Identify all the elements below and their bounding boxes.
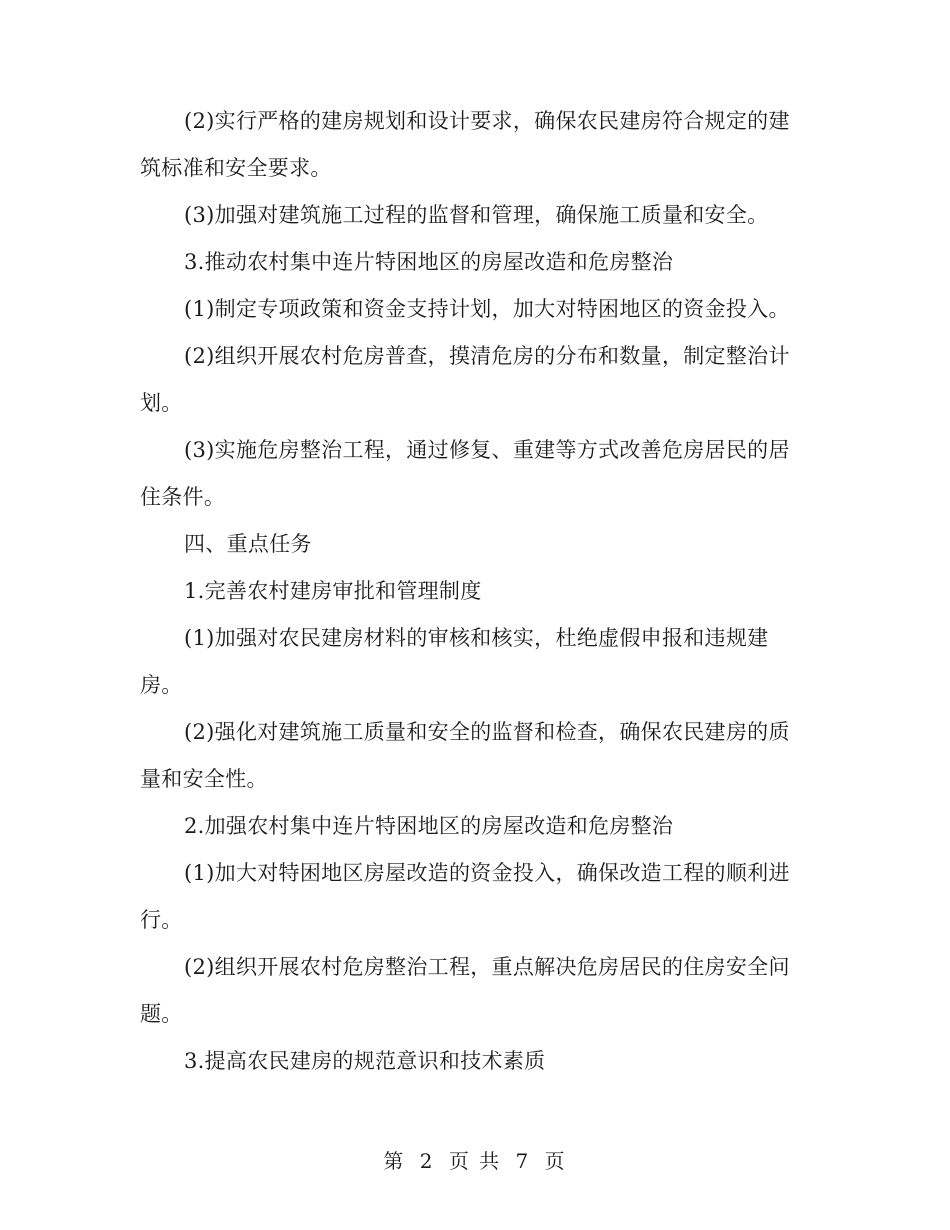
footer-prefix: 第 [383,1149,406,1173]
page-footer [0,1145,950,1174]
paragraph: (3)实施危房整治工程，通过修复、重建等方式改善危房居民的居住条件。 [140,438,790,509]
paragraph: (2)组织开展农村危房整治工程，重点解决危房居民的住房安全问题。 [140,955,790,1026]
section-heading: 3.推动农村集中连片特困地区的房屋改造和危房整治 [184,250,674,274]
paragraph: (2)组织开展农村危房普查，摸清危房的分布和数量，制定整治计划。 [140,344,790,415]
section-heading: 2.加强农村集中连片特困地区的房屋改造和危房整治 [184,814,674,838]
paragraph: (2)实行严格的建房规划和设计要求，确保农民建房符合规定的建筑标准和安全要求。 [140,109,790,180]
section-heading: 1.完善农村建房审批和管理制度 [184,579,482,603]
chapter-heading: 四、重点任务 [184,532,312,556]
paragraph: (1)加强对农民建房材料的审核和核实，杜绝虚假申报和违规建房。 [140,626,769,697]
footer-middle: 页 共 [448,1149,502,1173]
paragraph: (1)加大对特困地区房屋改造的资金投入，确保改造工程的顺利进行。 [140,861,790,932]
document-body [140,98,805,1085]
footer-suffix: 页 [544,1149,567,1173]
paragraph: (1)制定专项政策和资金支持计划，加大对特困地区的资金投入。 [184,297,790,321]
current-page-number: 2 [419,1149,435,1173]
total-pages-number: 7 [515,1149,531,1173]
section-heading: 3.提高农民建房的规范意识和技术素质 [184,1049,546,1073]
paragraph: (3)加强对建筑施工过程的监督和管理，确保施工质量和安全。 [184,203,769,227]
paragraph: (2)强化对建筑施工质量和安全的监督和检查，确保农民建房的质量和安全性。 [140,720,790,791]
